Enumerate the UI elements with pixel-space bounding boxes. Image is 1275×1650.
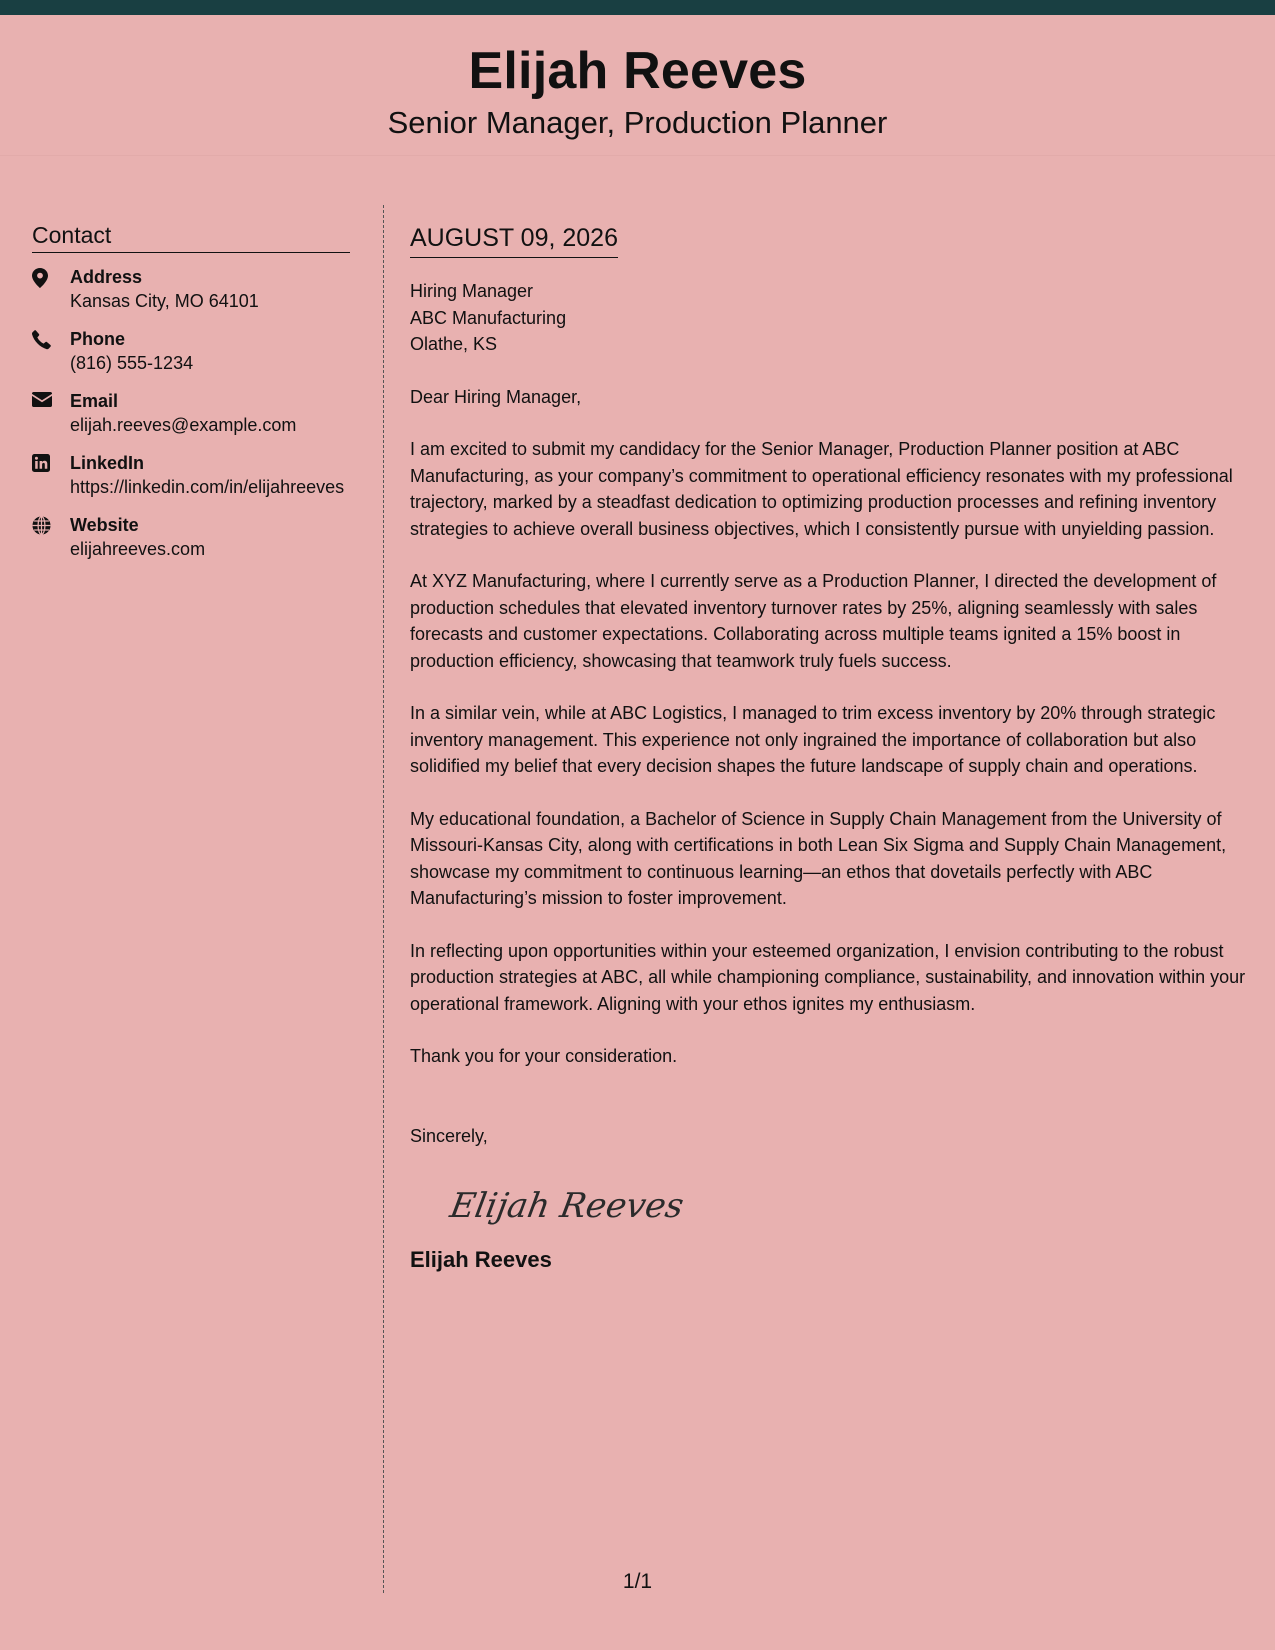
applicant-title: Senior Manager, Production Planner [387,105,888,140]
website-value[interactable]: elijahreeves.com [70,539,206,559]
recipient-block [410,278,1253,358]
thank-you-line: Thank you for your consideration. [410,1046,678,1066]
body-paragraph: At XYZ Manufacturing, where I currently serve as a Production Planner, I directed the development of production schedules that elevated inventory turnover rates by 25%, aligning seamlessly with sales forecasts and customer expectations. Collaborating across multiple teams ignited a 15% boost in production efficiency, showcasing that teamwork truly fuels success. [410,571,1217,671]
contact-label: Website [70,515,139,535]
envelope-icon [32,389,70,437]
contact-website [32,513,350,561]
phone-icon [32,327,70,375]
globe-icon [32,513,70,561]
contact-address [32,265,350,313]
contact-label: Address [70,267,143,287]
contact-label: LinkedIn [70,453,145,473]
contact-phone [32,327,350,375]
phone-value: (816) 555-1234 [70,353,194,373]
signer-name: Elijah Reeves [410,1247,552,1272]
top-accent-bar [0,0,1275,15]
salutation: Dear Hiring Manager, [410,386,582,407]
letter-date: AUGUST 09, 2026 [410,222,618,258]
linkedin-value[interactable]: https://linkedin.com/in/elijahreeves [70,477,345,497]
email-value: elijah.reeves@example.com [70,415,297,435]
signature-glyphs: Elijah Reeves [447,1186,687,1226]
address-value: Kansas City, MO 64101 [70,291,259,311]
handwritten-signature [444,1175,1253,1235]
contact-heading: Contact [32,222,350,253]
contact-sidebar [32,222,350,561]
body-paragraph: My educational foundation, a Bachelor of Science in Supply Chain Management from the University of Missouri-Kansas City, along with certifications in both Lean Six Sigma and Supply Chain Management, showcase my commitment to continuous learning—an ethos that dovetails perfectly with ABC Manufacturing’s mission to foster improvement. [410,808,1227,908]
contact-email [32,389,350,437]
recipient-line: Hiring Manager [410,281,534,301]
recipient-line: Olathe, KS [410,334,498,354]
recipient-line: ABC Manufacturing [410,307,567,328]
contact-label: Phone [70,329,126,349]
contact-label: Email [70,391,119,411]
map-pin-icon [32,265,70,313]
applicant-name: Elijah Reeves [468,42,807,100]
body-paragraph: In a similar vein, while at ABC Logistics, I managed to trim excess inventory by 20% through strategic inventory management. This experience not only ingrained the importance of collaboration but also solidified my belief that every decision shapes the future landscape of supply chain and operations. [410,703,1216,776]
linkedin-icon [32,451,70,499]
body-paragraph: I am excited to submit my candidacy for the Senior Manager, Production Planner position at ABC Manufacturing, as your company’s commitment to operational efficiency resonates with my professional trajectory, marked by a steadfast dedication to optimizing production processes and refining inventory strategies to achieve overall business objectives, which I consistently pursue with unyielding passion. [410,439,1233,539]
closing-line: Sincerely, [410,1125,488,1146]
body-paragraph: In reflecting upon opportunities within your esteemed organization, I envision contributing to the robust production strategies at ABC, all while championing compliance, sustainability, and innovation within your operational framework. Aligning with your ethos ignites my enthusiasm. [410,940,1246,1014]
page-number: 1/1 [622,1570,653,1593]
contact-linkedin [32,451,350,499]
page-header [0,15,1275,156]
column-divider [383,205,384,1593]
letter-body [410,222,1253,1274]
